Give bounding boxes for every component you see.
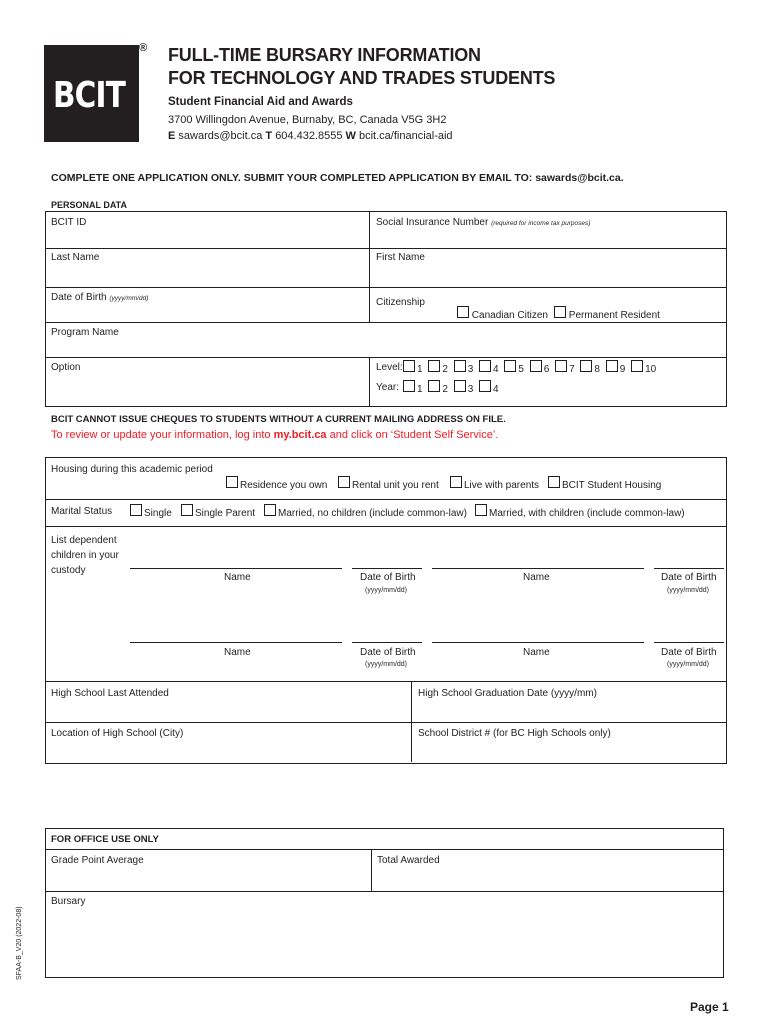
housing-parents-checkbox[interactable] [450,476,462,488]
option-field[interactable]: Option [51,362,81,373]
mailing-address-warning: BCIT CANNOT ISSUE CHEQUES TO STUDENTS WITHOUT A CURRENT MAILING ADDRESS ON FILE. [51,414,506,425]
last-name-field[interactable]: Last Name [51,252,100,263]
department-name: Student Financial Aid and Awards [168,96,353,108]
dependent-dob-format: (yyyy/mm/dd) [365,587,407,594]
high-school-last-attended-field[interactable]: High School Last Attended [51,688,169,699]
year-checkbox[interactable] [454,380,466,392]
dependent-name-line[interactable] [432,642,644,643]
housing-label: Housing during this academic period [51,464,213,475]
marital-single-checkbox[interactable] [130,504,142,516]
dependent-name-caption: Name [224,572,251,583]
dependent-dob-caption: Date of Birth [360,572,416,583]
bursary-field: Bursary [51,896,86,907]
office-use-title: FOR OFFICE USE ONLY [51,834,159,845]
contact-info: 3700 Willingdon Avenue, Burnaby, BC, Canada V5G 3H2 E sawards@bcit.ca T 604.432.8555 W bcit.ca/financial-aid [168,114,453,142]
dependent-dob-line[interactable] [654,642,724,643]
housing-own-checkbox[interactable] [226,476,238,488]
program-name-field[interactable]: Program Name [51,327,119,338]
gpa-field: Grade Point Average [51,855,144,866]
level-options: 1 2 3 4 5 6 7 8 9 10 [403,360,659,375]
dependents-label: List dependent children in your custody [51,535,119,576]
permanent-resident-checkbox[interactable] [554,306,566,318]
bcit-id-field[interactable]: BCIT ID [51,217,87,228]
canadian-citizen-checkbox[interactable] [457,306,469,318]
office-use-box [45,828,724,978]
dependent-dob-line[interactable] [352,642,422,643]
registered-mark: ® [139,42,148,54]
dependent-dob-format: (yyyy/mm/dd) [365,661,407,668]
dependent-dob-line[interactable] [654,568,724,569]
high-school-location-field[interactable]: Location of High School (City) [51,728,184,739]
dependent-dob-line[interactable] [352,568,422,569]
dependent-dob-format: (yyyy/mm/dd) [667,661,709,668]
section-personal-data: PERSONAL DATA [51,200,128,210]
dependent-name-line[interactable] [130,568,342,569]
mybcit-link[interactable]: my.bcit.ca [273,429,327,441]
update-info-note: To review or update your information, log into my.bcit.ca and click on ‘Student Self Service’. [51,429,499,441]
year-checkbox[interactable] [428,380,440,392]
housing-rent-checkbox[interactable] [338,476,350,488]
level-checkbox[interactable] [454,360,466,372]
page-title: FULL-TIME BURSARY INFORMATION FOR TECHNOLOGY AND TRADES STUDENTS [168,45,556,88]
dependent-name-caption: Name [224,647,251,658]
address: 3700 Willingdon Avenue, Burnaby, BC, Canada V5G 3H2 [168,114,447,126]
dependent-name-line[interactable] [130,642,342,643]
level-checkbox[interactable] [403,360,415,372]
level-checkbox[interactable] [631,360,643,372]
phone: 604.432.8555 [275,130,343,142]
first-name-field[interactable]: First Name [376,252,425,263]
submission-instruction: COMPLETE ONE APPLICATION ONLY. SUBMIT YOUR COMPLETED APPLICATION BY EMAIL TO: sawards@bcit.ca. [51,172,624,184]
email-link[interactable]: sawards@bcit.ca [178,130,263,142]
dependent-dob-caption: Date of Birth [661,572,717,583]
marital-married-with-children-checkbox[interactable] [475,504,487,516]
dependent-name-line[interactable] [432,568,644,569]
year-checkbox[interactable] [479,380,491,392]
year-options: 1 2 3 4 [403,380,502,395]
web-link[interactable]: bcit.ca/financial-aid [359,130,453,142]
school-district-field[interactable]: School District # (for BC High Schools only) [418,728,611,739]
high-school-grad-date-field[interactable]: High School Graduation Date (yyyy/mm) [418,688,597,699]
dependent-name-caption: Name [523,572,550,583]
level-checkbox[interactable] [428,360,440,372]
total-awarded-field: Total Awarded [377,855,440,866]
year-label: Year: [376,382,399,393]
dependent-name-caption: Name [523,647,550,658]
level-checkbox[interactable] [606,360,618,372]
level-label: Level: [376,362,403,373]
form-code: SFAA-B_V20 (2022-08) [16,906,23,980]
level-checkbox[interactable] [555,360,567,372]
dependent-dob-caption: Date of Birth [661,647,717,658]
level-checkbox[interactable] [479,360,491,372]
marital-single-parent-checkbox[interactable] [181,504,193,516]
year-checkbox[interactable] [403,380,415,392]
dependent-dob-caption: Date of Birth [360,647,416,658]
sin-field[interactable]: Social Insurance Number (required for income tax purposes) [376,217,591,228]
housing-bcit-checkbox[interactable] [548,476,560,488]
level-checkbox[interactable] [530,360,542,372]
bcit-logo: BCIT [44,45,139,142]
citizenship-label: Citizenship [376,297,425,308]
marital-status-label: Marital Status [51,506,113,517]
level-checkbox[interactable] [580,360,592,372]
dob-field[interactable]: Date of Birth (yyyy/mm/dd) [51,292,149,303]
dependent-dob-format: (yyyy/mm/dd) [667,587,709,594]
page-number: Page 1 [690,1000,729,1014]
marital-married-no-children-checkbox[interactable] [264,504,276,516]
level-checkbox[interactable] [504,360,516,372]
